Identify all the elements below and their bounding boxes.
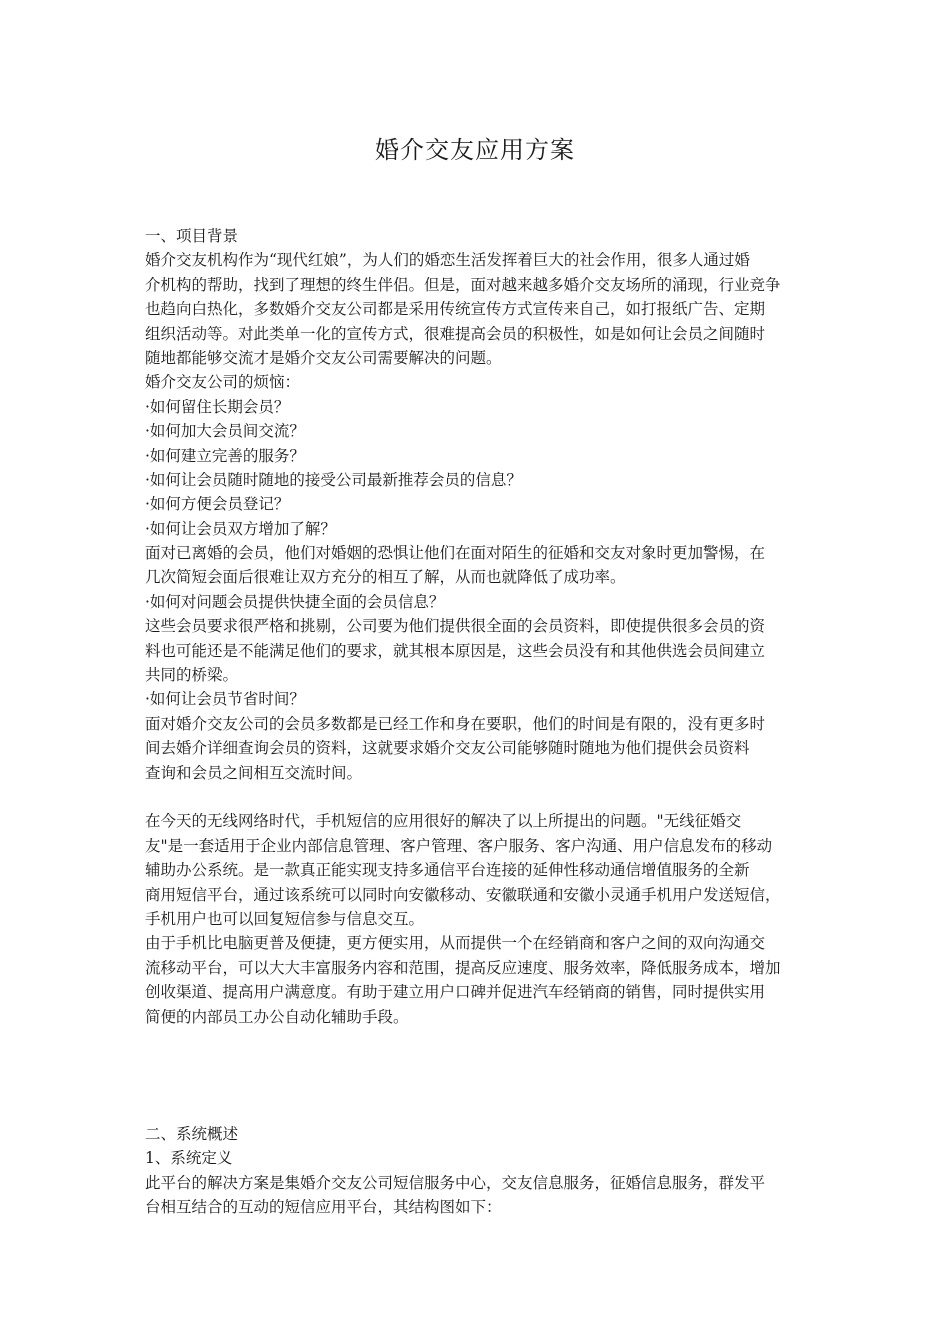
paragraph-line: 几次简短会面后很难让双方充分的相互了解，从而也就降低了成功率。 [145, 568, 626, 587]
section-heading-overview: 二、系统概述 [145, 1125, 239, 1143]
document-title: 婚介交友应用方案 [375, 136, 575, 164]
paragraph-line: 共同的桥梁。 [145, 666, 239, 685]
paragraph-line: 流移动平台，可以大大丰富服务内容和范围，提高反应速度、服务效率，降低服务成本，增加 [145, 958, 781, 977]
section-system-overview [145, 1122, 815, 1220]
subsection-heading: 1、系统定义 [145, 1149, 233, 1168]
paragraph-line: 间去婚介详细查询会员的资料，这就要求婚介交友公司能够随时随地为他们提供会员资料 [145, 739, 750, 758]
bullet-item: ·如何留住长期会员？ [145, 397, 290, 416]
paragraph-line: 面对已离婚的会员，他们对婚姻的恐惧让他们在面对陌生的征婚和交友对象时更加警惕，在 [145, 544, 766, 563]
paragraph-line: 此平台的解决方案是集婚介交友公司短信服务中心，交友信息服务，征婚信息服务，群发平 [145, 1173, 766, 1192]
paragraph-line: 面对婚介交友公司的会员多数都是已经工作和身在要职，他们的时间是有限的，没有更多时 [145, 714, 766, 733]
bullet-item: ·如何方便会员登记？ [145, 495, 290, 514]
paragraph-line: 介机构的帮助，找到了理想的终生伴侣。但是，面对越来越多婚介交友场所的涌现，行业竞争 [145, 275, 781, 294]
section-project-background [145, 224, 815, 1029]
paragraph-line: 也趋向白热化，多数婚介交友公司都是采用传统宣传方式宣传来自己，如打报纸广告、定期 [145, 300, 766, 319]
bullet-item: ·如何建立完善的服务？ [145, 446, 305, 465]
paragraph-line: 友"是一套适用于企业内部信息管理、客户管理、客户服务、客户沟通、用户信息发布的移动 [145, 836, 773, 855]
paragraph-line: 商用短信平台，通过该系统可以同时向安徽移动、安徽联通和安徽小灵通手机用户发送短信， [145, 885, 781, 904]
paragraph-line: 在今天的无线网络时代，手机短信的应用很好的解决了以上所提出的问题。"无线征婚交 [145, 812, 742, 831]
paragraph-line: 婚介交友机构作为“现代红娘”，为人们的婚恋生活发挥着巨大的社会作用，很多人通过婚 [145, 251, 750, 270]
paragraph-line: 手机用户也可以回复短信参与信息交互。 [145, 909, 425, 928]
paragraph-line: 台相互结合的互动的短信应用平台，其结构图如下： [145, 1198, 502, 1217]
bullet-item: ·如何让会员随时随地的接受公司最新推荐会员的信息？ [145, 470, 522, 489]
paragraph-line: 简便的内部员工办公自动化辅助手段。 [145, 1007, 409, 1026]
paragraph-line: 创收渠道、提高用户满意度。有助于建立用户口碑并促进汽车经销商的销售，同时提供实用 [145, 983, 766, 1002]
paragraph-line: 随地都能够交流才是婚介交友公司需要解决的问题。 [145, 348, 502, 367]
paragraph-line: 组织活动等。对此类单一化的宣传方式，很难提高会员的积极性，如是如何让会员之间随时 [145, 324, 766, 343]
paragraph-line: 料也可能还是不能满足他们的要求，就其根本原因是，这些会员没有和其他供选会员间建立 [145, 641, 766, 660]
bullet-item: ·如何加大会员间交流？ [145, 422, 305, 441]
paragraph-line: 由于手机比电脑更普及便捷，更方便实用，从而提供一个在经销商和客户之间的双向沟通交 [145, 934, 766, 953]
paragraph-line: 查询和会员之间相互交流时间。 [145, 763, 363, 782]
section-heading-background: 一、项目背景 [145, 227, 239, 245]
bullet-item: ·如何让会员节省时间？ [145, 690, 305, 709]
paragraph-spacer [145, 785, 815, 809]
bullet-item: ·如何让会员双方增加了解？ [145, 519, 336, 538]
bullet-item: ·如何对问题会员提供快捷全面的会员信息？ [145, 592, 445, 611]
paragraph-line: 辅助办公系统。是一款真正能实现支持多通信平台连接的延伸性移动通信增值服务的全新 [145, 861, 750, 880]
paragraph-line: 这些会员要求很严格和挑剔，公司要为他们提供很全面的会员资料，即使提供很多会员的资 [145, 617, 766, 636]
worries-heading: 婚介交友公司的烦恼： [145, 373, 301, 392]
